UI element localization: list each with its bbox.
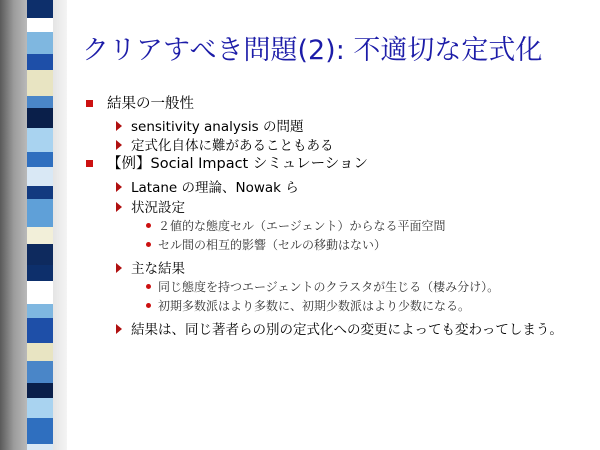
list-item	[86, 152, 368, 173]
strip-block	[27, 318, 53, 343]
item-text: 【例】Social Impact シミュレーション	[107, 156, 368, 172]
list-item	[116, 176, 299, 196]
strip-block	[27, 383, 53, 398]
strip-block	[27, 18, 53, 32]
triangle-bullet-icon	[116, 263, 122, 273]
list-item	[116, 196, 185, 216]
square-bullet-icon	[86, 100, 93, 107]
square-bullet-icon	[86, 160, 93, 167]
strip-block	[27, 32, 53, 54]
strip-block	[27, 152, 53, 167]
strip-block	[27, 244, 53, 265]
triangle-bullet-icon	[116, 121, 122, 131]
item-text: 結果は、同じ著者らの別の定式化への変更によっても変わってしまう。	[131, 322, 563, 338]
dot-bullet-icon	[146, 303, 151, 308]
triangle-bullet-icon	[116, 140, 122, 150]
list-item	[116, 115, 304, 135]
decorative-color-strip	[27, 0, 53, 450]
strip-block	[27, 281, 53, 304]
strip-block	[27, 398, 53, 418]
list-item	[116, 257, 185, 277]
list-item	[116, 318, 563, 338]
item-text: Latane の理論、Nowak ら	[131, 180, 299, 196]
strip-block	[27, 54, 53, 70]
strip-block	[27, 227, 53, 244]
strip-block	[27, 70, 53, 96]
strip-block	[27, 186, 53, 199]
item-text: ２値的な態度セル（エージェント）からなる平面空間	[158, 219, 446, 233]
strip-block	[27, 418, 53, 444]
strip-block	[27, 96, 53, 108]
list-item	[86, 92, 194, 113]
triangle-bullet-icon	[116, 324, 122, 334]
item-text: 状況設定	[131, 200, 185, 216]
strip-block	[27, 444, 53, 450]
strip-block	[27, 199, 53, 227]
strip-block	[27, 361, 53, 383]
list-item	[116, 134, 334, 154]
item-text: 初期多数派はより多数に、初期少数派はより少数になる。	[158, 299, 471, 313]
triangle-bullet-icon	[116, 202, 122, 212]
list-item	[146, 297, 470, 314]
slide-title: クリアすべき問題(2): 不適切な定式化	[82, 35, 543, 66]
dot-bullet-icon	[146, 242, 151, 247]
strip-block	[27, 343, 53, 361]
strip-block	[27, 167, 53, 186]
strip-block	[27, 108, 53, 128]
item-text: 主な結果	[131, 261, 185, 277]
list-item	[146, 278, 499, 295]
item-text: セル間の相互的影響（セルの移動はない）	[158, 238, 387, 252]
item-text: sensitivity analysis の問題	[131, 119, 304, 135]
list-item	[146, 236, 386, 253]
strip-block	[27, 304, 53, 318]
list-item	[146, 217, 446, 234]
item-text: 結果の一般性	[107, 96, 194, 112]
dot-bullet-icon	[146, 284, 151, 289]
dot-bullet-icon	[146, 223, 151, 228]
strip-block	[27, 265, 53, 281]
strip-block	[27, 0, 53, 18]
item-text: 定式化自体に難があることもある	[131, 138, 334, 154]
item-text: 同じ態度を持つエージェントのクラスタが生じる（棲み分け）。	[158, 280, 500, 294]
triangle-bullet-icon	[116, 182, 122, 192]
strip-block	[27, 128, 53, 152]
